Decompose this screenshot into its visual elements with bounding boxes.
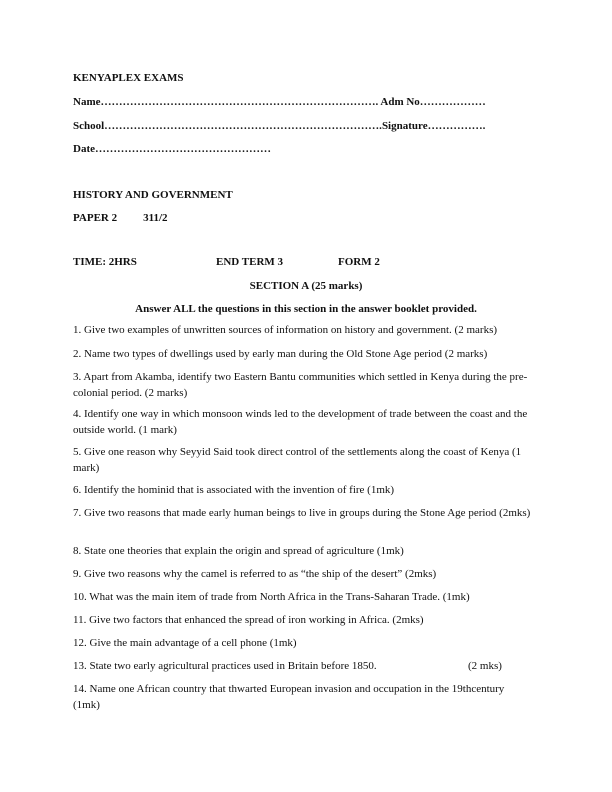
signature-field: Signature……………. — [381, 120, 486, 132]
question-14: 14. Name one African country that thwarted European invasion and occupation in the 19thcentury (1mk) — [73, 683, 505, 711]
question-13-text: 13. State two early agricultural practices used in Britain before 1850. — [73, 660, 377, 672]
school-field: School…………………………………………………………………. — [73, 120, 382, 132]
question-6: 6. Identify the hominid that is associated with the invention of fire (1mk) — [73, 484, 395, 496]
question-11: 11. Give two factors that enhanced the spread of iron working in Africa. (2mks) — [73, 614, 424, 626]
name-line — [73, 95, 486, 109]
school-name: KENYAPLEX EXAMS — [73, 72, 184, 84]
section-instruction: Answer ALL the questions in this section in the answer booklet provided. — [135, 303, 477, 315]
question-7: 7. Give two reasons that made early human beings to live in groups during the Stone Age period (2mks) — [73, 507, 531, 519]
question-13 — [73, 658, 543, 674]
date-field: Date………………………………………… — [73, 143, 271, 155]
question-1: 1. Give two examples of unwritten sources of information on history and government. (2 marks) — [73, 324, 498, 336]
question-13-marks: (2 mks) — [468, 660, 502, 672]
adm-no-field: Adm No……………… — [378, 96, 486, 108]
section-title: SECTION A (25 marks) — [249, 280, 363, 292]
question-9: 9. Give two reasons why the camel is referred to as “the ship of the desert” (2mks) — [73, 568, 437, 580]
paper-code: 311/2 — [143, 212, 168, 224]
form: FORM 2 — [338, 256, 380, 268]
paper-label: PAPER 2 — [73, 212, 118, 224]
question-8: 8. State one theories that explain the origin and spread of agriculture (1mk) — [73, 545, 404, 557]
time: TIME: 2HRS — [73, 256, 137, 268]
name-field: Name…………………………………………………………………. — [73, 96, 379, 108]
paper-line — [73, 211, 168, 225]
question-3: 3. Apart from Akamba, identify two Eastern Bantu communities which settled in Kenya during the pre-colonial period. (2 marks) — [73, 371, 528, 399]
subject-title: HISTORY AND GOVERNMENT — [73, 189, 233, 201]
time-line — [73, 255, 380, 269]
term: END TERM 3 — [216, 256, 284, 268]
question-10: 10. What was the main item of trade from North Africa in the Trans-Saharan Trade. (1mk) — [73, 591, 470, 603]
question-5: 5. Give one reason why Seyyid Said took direct control of the settlements along the coast of Kenya (1 mark) — [73, 446, 522, 474]
question-2: 2. Name two types of dwellings used by early man during the Old Stone Age period (2 marks) — [73, 348, 488, 360]
question-12: 12. Give the main advantage of a cell phone (1mk) — [73, 637, 297, 649]
school-line — [73, 119, 485, 133]
question-4: 4. Identify one way in which monsoon winds led to the development of trade between the coast and the outside world. (1 mark) — [73, 408, 528, 436]
